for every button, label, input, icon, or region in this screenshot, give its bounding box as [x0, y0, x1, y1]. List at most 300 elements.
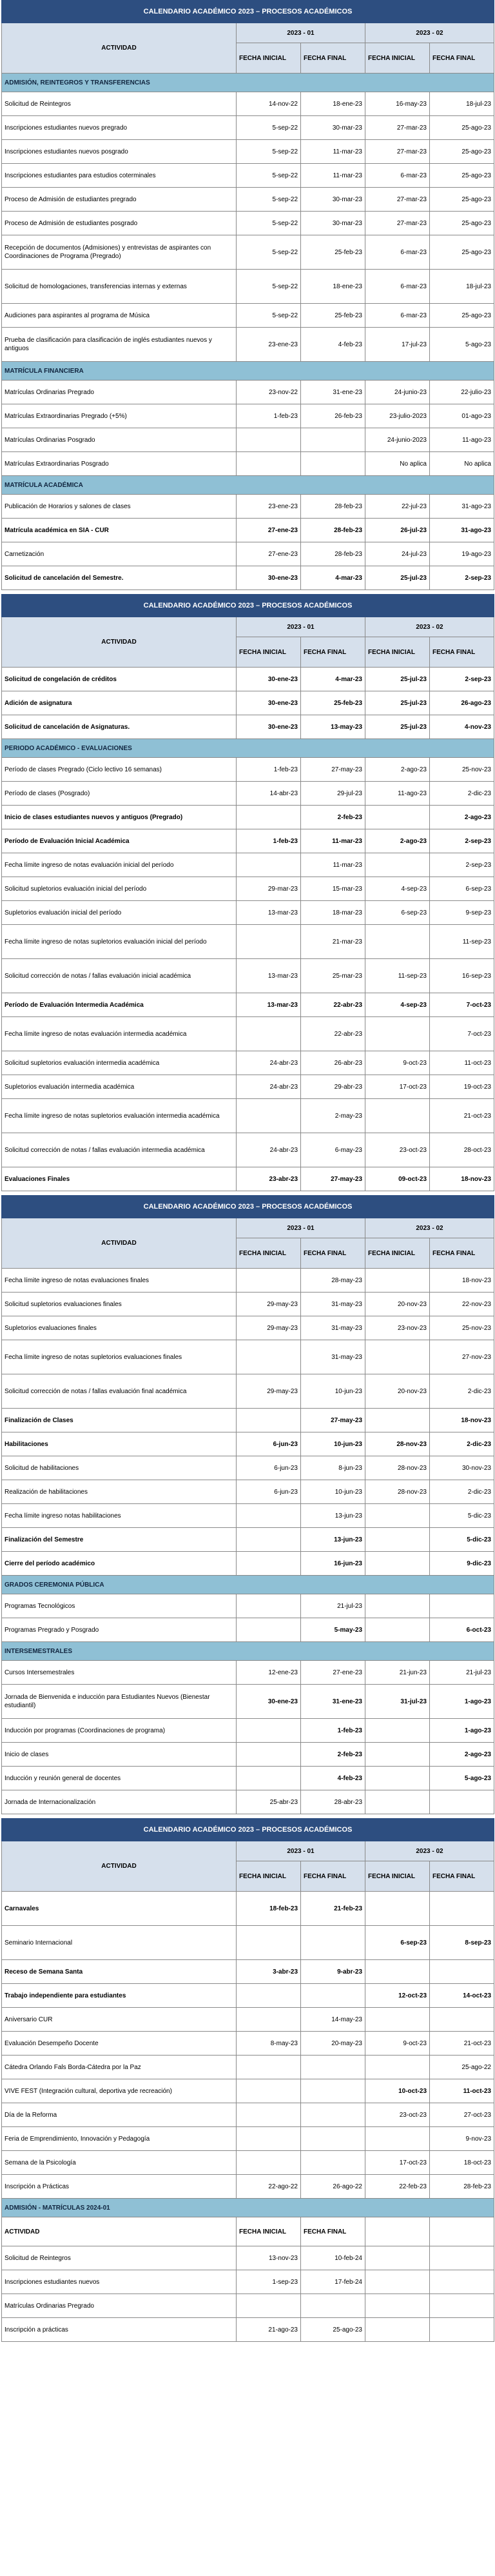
activity-name: Jornada de Internacionalización — [2, 1790, 237, 1814]
end-date — [301, 1984, 365, 2008]
end-date: 13-may-23 — [301, 715, 365, 739]
end-date: 2-sep-23 — [430, 829, 494, 853]
end-date — [301, 2079, 365, 2103]
table-row — [2, 212, 494, 235]
start-date: 26-jul-23 — [365, 519, 430, 542]
activity-name: Jornada de Bienvenida e inducción para Estudiantes Nuevos (Bienestar estudiantil) — [2, 1685, 237, 1719]
table-row — [2, 668, 494, 691]
start-date: 17-oct-23 — [365, 2151, 430, 2175]
end-date: 25-nov-23 — [430, 1316, 494, 1340]
start-date — [237, 2056, 301, 2079]
start-date: 25-abr-23 — [237, 1790, 301, 1814]
activity-name: Inducción y reunión general de docentes — [2, 1767, 237, 1790]
activity-name: Fecha límite ingreso de notas supletorios evaluaciones finales — [2, 1340, 237, 1374]
end-date: 25-ago-23 — [430, 140, 494, 164]
table-row — [2, 1719, 494, 1743]
start-date — [237, 1926, 301, 1960]
activity-name: Carnavales — [2, 1892, 237, 1926]
start-date: 5-sep-22 — [237, 235, 301, 270]
start-date — [365, 1767, 430, 1790]
end-date: 26-ago-22 — [301, 2175, 365, 2199]
section-header: ADMISIÓN - MATRÍCULAS 2024-01 — [2, 2199, 494, 2217]
activity-name: Fecha límite ingreso de notas evaluación inicial del período — [2, 853, 237, 877]
end-date — [301, 2056, 365, 2079]
end-date: 30-nov-23 — [430, 1456, 494, 1480]
start-date: 23-oct-23 — [365, 2103, 430, 2127]
activity-name: Matrículas Ordinarias Posgrado — [2, 428, 237, 452]
calendar-table — [1, 1818, 494, 2342]
start-date-header: FECHA INICIAL — [237, 1238, 301, 1269]
start-date: 25-jul-23 — [365, 566, 430, 590]
start-date: 29-may-23 — [237, 1374, 301, 1409]
start-date: 5-sep-22 — [237, 212, 301, 235]
start-date: 27-mar-23 — [365, 140, 430, 164]
end-date: 11-mar-23 — [301, 140, 365, 164]
table-row — [2, 1528, 494, 1552]
start-date: 22-ago-22 — [237, 2175, 301, 2199]
semester-2-header: 2023 - 02 — [365, 23, 494, 43]
start-date — [237, 853, 301, 877]
activity-name: Período de Evaluación Intermedia Académica — [2, 993, 237, 1017]
semester-1-header: 2023 - 01 — [237, 1218, 365, 1238]
activity-name: Período de Evaluación Inicial Académica — [2, 829, 237, 853]
end-date-header: FECHA FINAL — [301, 1861, 365, 1892]
end-date: 28-feb-23 — [301, 495, 365, 519]
start-date — [365, 2294, 430, 2318]
table-row — [2, 1743, 494, 1767]
activity-name: Inicio de clases — [2, 1743, 237, 1767]
end-date: 25-ago-23 — [430, 235, 494, 270]
end-date: 4-mar-23 — [301, 668, 365, 691]
end-date: 28-oct-23 — [430, 1133, 494, 1167]
end-date — [430, 1594, 494, 1618]
end-date-header: FECHA FINAL — [301, 1238, 365, 1269]
activity-name: Publicación de Horarios y salones de clases — [2, 495, 237, 519]
start-date — [237, 1594, 301, 1618]
start-date — [237, 2103, 301, 2127]
end-date — [301, 2151, 365, 2175]
end-date: 18-ene-23 — [301, 270, 365, 304]
start-date — [365, 1594, 430, 1618]
end-date: 21-jul-23 — [430, 1661, 494, 1685]
activity-name: Solicitud de cancelación del Semestre. — [2, 566, 237, 590]
start-date: 24-abr-23 — [237, 1075, 301, 1099]
activity-name: Solicitud supletorios evaluaciones finales — [2, 1293, 237, 1316]
activity-name: VIVE FEST (Integración cultural, deportiva yde recreación) — [2, 2079, 237, 2103]
end-date — [430, 1960, 494, 1984]
section-header-row — [2, 74, 494, 92]
activity-name: Audiciones para aspirantes al programa de Música — [2, 304, 237, 328]
start-date: 6-mar-23 — [365, 164, 430, 188]
activity-name: Solicitud supletorios evaluación inicial del período — [2, 877, 237, 901]
end-date — [430, 2318, 494, 2342]
start-date: 31-jul-23 — [365, 1685, 430, 1719]
end-date: No aplica — [430, 452, 494, 476]
start-date: 21-jun-23 — [365, 1661, 430, 1685]
table-title: CALENDARIO ACADÉMICO 2023 – PROCESOS ACADÉMICOS — [2, 1196, 494, 1218]
start-date — [237, 1719, 301, 1743]
start-date: 23-ene-23 — [237, 495, 301, 519]
end-date: 11-ago-23 — [430, 428, 494, 452]
start-date-header: FECHA INICIAL — [237, 43, 301, 74]
table-row — [2, 1269, 494, 1293]
activity-name: Solicitud de homologaciones, transferencias internas y externas — [2, 270, 237, 304]
start-date — [365, 853, 430, 877]
table-title: CALENDARIO ACADÉMICO 2023 – PROCESOS ACADÉMICOS — [2, 595, 494, 617]
table-row — [2, 1167, 494, 1191]
section-header-row — [2, 1576, 494, 1594]
activity-name: Finalización del Semestre — [2, 1528, 237, 1552]
activity-name: Inscripciones estudiantes nuevos pregrado — [2, 116, 237, 140]
start-date: 27-mar-23 — [365, 116, 430, 140]
start-date — [237, 1984, 301, 2008]
activity-name: Inscripción a Prácticas — [2, 2175, 237, 2199]
activity-name: Prueba de clasificación para clasificación de inglés estudiantes nuevos y antiguos — [2, 328, 237, 362]
start-date — [365, 1719, 430, 1743]
start-date — [237, 1504, 301, 1528]
end-date: 31-ene-23 — [301, 1685, 365, 1719]
end-date: 2-dic-23 — [430, 1374, 494, 1409]
end-date: 28-abr-23 — [301, 1790, 365, 1814]
start-date-header: FECHA INICIAL — [237, 637, 301, 668]
start-date: 30-ene-23 — [237, 715, 301, 739]
start-date: 6-mar-23 — [365, 304, 430, 328]
activity-name: Fecha límite ingreso de notas supletorios evaluación inicial del período — [2, 925, 237, 959]
activity-name: Evaluación Desempeño Docente — [2, 2032, 237, 2056]
activity-name: Solicitud corrección de notas / fallas evaluación intermedia académica — [2, 1133, 237, 1167]
table-row — [2, 1552, 494, 1576]
start-date: 30-ene-23 — [237, 1685, 301, 1719]
activity-name: Fecha límite ingreso de notas evaluaciones finales — [2, 1269, 237, 1293]
start-date — [365, 2127, 430, 2151]
end-date: 31-ago-23 — [430, 495, 494, 519]
start-date: 28-nov-23 — [365, 1432, 430, 1456]
start-date: 23-julio-2023 — [365, 404, 430, 428]
table-row — [2, 116, 494, 140]
start-date-header: FECHA INICIAL — [365, 637, 430, 668]
start-date: 17-jul-23 — [365, 328, 430, 362]
table-row — [2, 270, 494, 304]
end-date: 11-mar-23 — [301, 164, 365, 188]
end-date: 5-dic-23 — [430, 1504, 494, 1528]
end-date: 21-feb-23 — [301, 1892, 365, 1926]
activity-name: Día de la Reforma — [2, 2103, 237, 2127]
start-date — [365, 806, 430, 829]
start-date: 29-may-23 — [237, 1316, 301, 1340]
table-row — [2, 140, 494, 164]
start-date: 5-sep-22 — [237, 116, 301, 140]
end-date: 14-oct-23 — [430, 1984, 494, 2008]
start-date: 23-ene-23 — [237, 328, 301, 362]
end-date: 11-oct-23 — [430, 2079, 494, 2103]
start-date: 24-jul-23 — [365, 542, 430, 566]
end-date — [430, 1892, 494, 1926]
start-date: 22-jul-23 — [365, 495, 430, 519]
start-date — [237, 2008, 301, 2032]
start-date: 5-sep-22 — [237, 270, 301, 304]
start-date: 1-feb-23 — [237, 829, 301, 853]
start-date — [365, 1892, 430, 1926]
start-date — [237, 1099, 301, 1133]
start-date — [365, 2246, 430, 2270]
end-date: 18-oct-23 — [430, 2151, 494, 2175]
table-row — [2, 381, 494, 404]
table-row — [2, 1790, 494, 1814]
start-date — [365, 1743, 430, 1767]
end-date: 2-feb-23 — [301, 1743, 365, 1767]
end-date: 9-sep-23 — [430, 901, 494, 925]
table-row — [2, 853, 494, 877]
end-date-header: FECHA FINAL — [430, 1861, 494, 1892]
table-row — [2, 959, 494, 993]
end-date: 9-abr-23 — [301, 1960, 365, 1984]
end-date: 31-may-23 — [301, 1293, 365, 1316]
start-date — [365, 1552, 430, 1576]
end-date: 25-ago-23 — [430, 212, 494, 235]
end-date: 27-ene-23 — [301, 1661, 365, 1685]
activity-name: Inscripciones estudiantes nuevos posgrado — [2, 140, 237, 164]
section-header-row — [2, 1642, 494, 1661]
start-date: 5-sep-22 — [237, 304, 301, 328]
end-date: 26-ago-23 — [430, 691, 494, 715]
end-date: 18-nov-23 — [430, 1269, 494, 1293]
table-row — [2, 691, 494, 715]
start-date — [237, 1743, 301, 1767]
start-date: 11-sep-23 — [365, 959, 430, 993]
end-date-header: FECHA FINAL — [430, 1238, 494, 1269]
table-row — [2, 164, 494, 188]
start-date: 24-abr-23 — [237, 1133, 301, 1167]
activity-name: Matrículas Extraordinarias Posgrado — [2, 452, 237, 476]
end-date — [301, 452, 365, 476]
end-date: 11-sep-23 — [430, 925, 494, 959]
table-row — [2, 519, 494, 542]
semester-2-header: 2023 - 02 — [365, 1218, 494, 1238]
start-date: 13-nov-23 — [237, 2246, 301, 2270]
activity-name: Solicitud de congelación de créditos — [2, 668, 237, 691]
start-date — [237, 2151, 301, 2175]
start-date — [365, 2270, 430, 2294]
end-date: 20-may-23 — [301, 2032, 365, 2056]
end-date: 4-nov-23 — [430, 715, 494, 739]
start-date: 1-feb-23 — [237, 758, 301, 782]
start-date: 09-oct-23 — [365, 1167, 430, 1191]
table-title: CALENDARIO ACADÉMICO 2023 – PROCESOS ACADÉMICOS — [2, 1819, 494, 1841]
activity-name: Inscripciones estudiantes nuevos — [2, 2270, 237, 2294]
start-date — [237, 925, 301, 959]
end-date: 11-mar-23 — [301, 853, 365, 877]
activity-name: Evaluaciones Finales — [2, 1167, 237, 1191]
end-date: 25-ago-23 — [430, 164, 494, 188]
end-date: 26-abr-23 — [301, 1051, 365, 1075]
table-row — [2, 877, 494, 901]
end-date: 5-dic-23 — [430, 1528, 494, 1552]
table-row — [2, 188, 494, 212]
end-date: 25-ago-23 — [430, 116, 494, 140]
end-date: 30-mar-23 — [301, 116, 365, 140]
end-date: 30-mar-23 — [301, 212, 365, 235]
start-date: 25-jul-23 — [365, 668, 430, 691]
end-date: 5-ago-23 — [430, 1767, 494, 1790]
end-date — [301, 2127, 365, 2151]
end-date — [301, 2103, 365, 2127]
start-date: 14-abr-23 — [237, 782, 301, 806]
start-date — [365, 925, 430, 959]
end-date: 21-mar-23 — [301, 925, 365, 959]
table-row — [2, 1075, 494, 1099]
table-row — [2, 2056, 494, 2079]
start-date: No aplica — [365, 452, 430, 476]
end-date: 25-ago-23 — [430, 188, 494, 212]
activity-name: Matrículas Ordinarias Pregrado — [2, 381, 237, 404]
start-date — [365, 1017, 430, 1051]
start-date: 9-oct-23 — [365, 2032, 430, 2056]
end-date: 2-dic-23 — [430, 1480, 494, 1504]
activity-name: Programas Pregrado y Posgrado — [2, 1618, 237, 1642]
table-row — [2, 2246, 494, 2270]
activity-name: Matrículas Extraordinarias Pregrado (+5%) — [2, 404, 237, 428]
activity-name: Fecha límite ingreso de notas evaluación intermedia académica — [2, 1017, 237, 1051]
start-date: 29-mar-23 — [237, 877, 301, 901]
end-date: 31-ago-23 — [430, 519, 494, 542]
start-date: 13-mar-23 — [237, 993, 301, 1017]
end-date: 2-may-23 — [301, 1099, 365, 1133]
start-date: 2-ago-23 — [365, 758, 430, 782]
end-date: 2-sep-23 — [430, 853, 494, 877]
end-date: 22-abr-23 — [301, 993, 365, 1017]
start-date — [237, 806, 301, 829]
end-date: 2-dic-23 — [430, 1432, 494, 1456]
empty-cell — [365, 2217, 430, 2246]
table-row — [2, 2151, 494, 2175]
table-row — [2, 758, 494, 782]
end-date: 10-jun-23 — [301, 1480, 365, 1504]
table-row — [2, 304, 494, 328]
start-date: 5-sep-22 — [237, 140, 301, 164]
table-row — [2, 1594, 494, 1618]
table-row — [2, 782, 494, 806]
start-date — [237, 2127, 301, 2151]
end-date: 25-ago-23 — [301, 2318, 365, 2342]
section-header: GRADOS CEREMONIA PÚBLICA — [2, 1576, 494, 1594]
table-row — [2, 1374, 494, 1409]
table-row — [2, 715, 494, 739]
end-date: 5-ago-23 — [430, 328, 494, 362]
end-date: 25-mar-23 — [301, 959, 365, 993]
section-header: MATRÍCULA FINANCIERA — [2, 362, 494, 381]
table-row — [2, 1480, 494, 1504]
end-date: 18-ene-23 — [301, 92, 365, 116]
start-date-header: FECHA INICIAL — [365, 43, 430, 74]
activity-name: Feria de Emprendimiento, Innovación y Pedagogía — [2, 2127, 237, 2151]
start-date: 13-mar-23 — [237, 959, 301, 993]
semester-1-header: 2023 - 01 — [237, 617, 365, 637]
end-date-header: FECHA FINAL — [301, 43, 365, 74]
start-date: 11-ago-23 — [365, 782, 430, 806]
end-date: 01-ago-23 — [430, 404, 494, 428]
end-date: 2-dic-23 — [430, 782, 494, 806]
end-date: 29-abr-23 — [301, 1075, 365, 1099]
semester-1-header: 2023 - 01 — [237, 1841, 365, 1861]
activity-name: Finalización de Clases — [2, 1409, 237, 1432]
start-date — [365, 1340, 430, 1374]
activity-name: Cierre del período académico — [2, 1552, 237, 1576]
table-row — [2, 2103, 494, 2127]
activity-name: Trabajo independiente para estudiantes — [2, 1984, 237, 2008]
end-date: 4-feb-23 — [301, 1767, 365, 1790]
end-date: 11-oct-23 — [430, 1051, 494, 1075]
activity-name: Cursos Intersemestrales — [2, 1661, 237, 1685]
end-date: 4-feb-23 — [301, 328, 365, 362]
end-date: 2-sep-23 — [430, 566, 494, 590]
end-date: 26-feb-23 — [301, 404, 365, 428]
activity-name: Proceso de Admisión de estudiantes posgrado — [2, 212, 237, 235]
table-row — [2, 566, 494, 590]
end-date: 30-mar-23 — [301, 188, 365, 212]
end-date — [430, 2270, 494, 2294]
start-date-header: FECHA INICIAL — [237, 2217, 301, 2246]
activity-name: Período de clases Pregrado (Ciclo lectivo 16 semanas) — [2, 758, 237, 782]
start-date: 9-oct-23 — [365, 1051, 430, 1075]
end-date: 11-mar-23 — [301, 829, 365, 853]
start-date: 20-nov-23 — [365, 1374, 430, 1409]
table-row — [2, 1661, 494, 1685]
start-date — [365, 1409, 430, 1432]
table-title: CALENDARIO ACADÉMICO 2023 – PROCESOS ACADÉMICOS — [2, 1, 494, 23]
start-date — [237, 428, 301, 452]
start-date: 20-nov-23 — [365, 1293, 430, 1316]
start-date — [365, 1528, 430, 1552]
table-row — [2, 1504, 494, 1528]
end-date: 25-feb-23 — [301, 235, 365, 270]
end-date: 2-ago-23 — [430, 806, 494, 829]
start-date: 3-abr-23 — [237, 1960, 301, 1984]
end-date: 19-oct-23 — [430, 1075, 494, 1099]
activity-name: Matrículas Ordinarias Pregrado — [2, 2294, 237, 2318]
end-date: 4-mar-23 — [301, 566, 365, 590]
end-date: 28-feb-23 — [301, 519, 365, 542]
end-date: 1-ago-23 — [430, 1719, 494, 1743]
end-date: 19-ago-23 — [430, 542, 494, 566]
end-date: 27-oct-23 — [430, 2103, 494, 2127]
start-date — [365, 1790, 430, 1814]
table-row — [2, 1099, 494, 1133]
table-row — [2, 806, 494, 829]
activity-name: Proceso de Admisión de estudiantes pregrado — [2, 188, 237, 212]
table-row — [2, 829, 494, 853]
start-date: 4-sep-23 — [365, 877, 430, 901]
table-row — [2, 1618, 494, 1642]
start-date — [365, 2318, 430, 2342]
end-date: 2-feb-23 — [301, 806, 365, 829]
start-date: 4-sep-23 — [365, 993, 430, 1017]
calendar-table — [1, 1195, 494, 1814]
end-date: 27-may-23 — [301, 758, 365, 782]
table-row — [2, 2294, 494, 2318]
activity-name: Supletorios evaluación inicial del período — [2, 901, 237, 925]
start-date: 6-sep-23 — [365, 1926, 430, 1960]
table-row — [2, 1926, 494, 1960]
start-date: 6-mar-23 — [365, 270, 430, 304]
semester-2-header: 2023 - 02 — [365, 617, 494, 637]
end-date: 6-oct-23 — [430, 1618, 494, 1642]
start-date: 1-feb-23 — [237, 404, 301, 428]
activity-name: Realización de habilitaciones — [2, 1480, 237, 1504]
table-row — [2, 1984, 494, 2008]
activity-name: Solicitud de cancelación de Asignaturas. — [2, 715, 237, 739]
end-date: 6-sep-23 — [430, 877, 494, 901]
start-date: 12-ene-23 — [237, 1661, 301, 1685]
